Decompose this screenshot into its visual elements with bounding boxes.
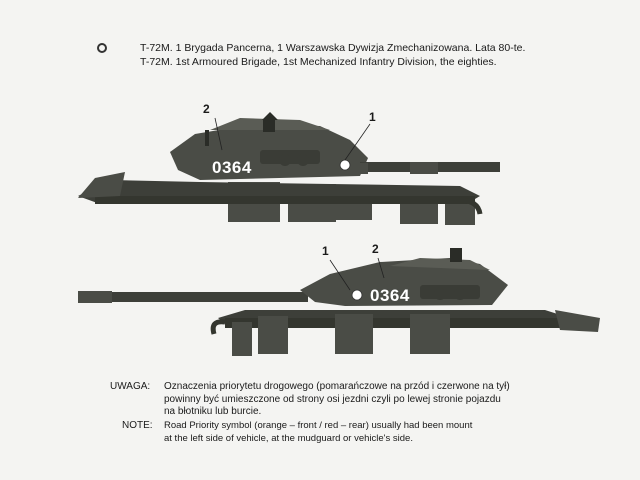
note-line-2: at the left side of vehicle, at the mudguard or vehicle's side. <box>164 432 413 444</box>
caption-polish: T-72M. 1 Brygada Pancerna, 1 Warszawska Dywizja Zmechanizowana. Lata 80-te. <box>140 42 526 54</box>
uwaga-line-2: powinny być umieszczone od strony osi jezdni czyli po lewej stronie pojazdu <box>164 393 501 405</box>
uwaga-line-3: na błotniku lub burcie. <box>164 406 262 417</box>
caption-english: T-72M. 1st Armoured Brigade, 1st Mechanized Infantry Division, the eighties. <box>140 56 497 68</box>
tank-bottom-number: 0364 <box>370 286 410 305</box>
note-label: NOTE: <box>122 420 153 431</box>
tank-top-number: 0364 <box>212 158 252 177</box>
tank-top-profile <box>78 112 500 225</box>
callout-bottom-1: 1 <box>322 244 329 258</box>
note-text <box>164 420 472 445</box>
tank-bottom-profile <box>78 248 600 356</box>
uwaga-label: UWAGA: <box>110 381 151 392</box>
uwaga-line-1: Oznaczenia priorytetu drogowego (pomarańczowe na przód i czerwone na tył) <box>164 381 510 392</box>
callout-top-1: 1 <box>369 110 376 124</box>
uwaga-text <box>164 381 510 419</box>
callout-bottom-2: 2 <box>372 242 379 256</box>
note-line-1: Road Priority symbol (orange – front / red – rear) usually had been mount <box>164 420 473 431</box>
callout-top-2: 2 <box>203 102 210 116</box>
